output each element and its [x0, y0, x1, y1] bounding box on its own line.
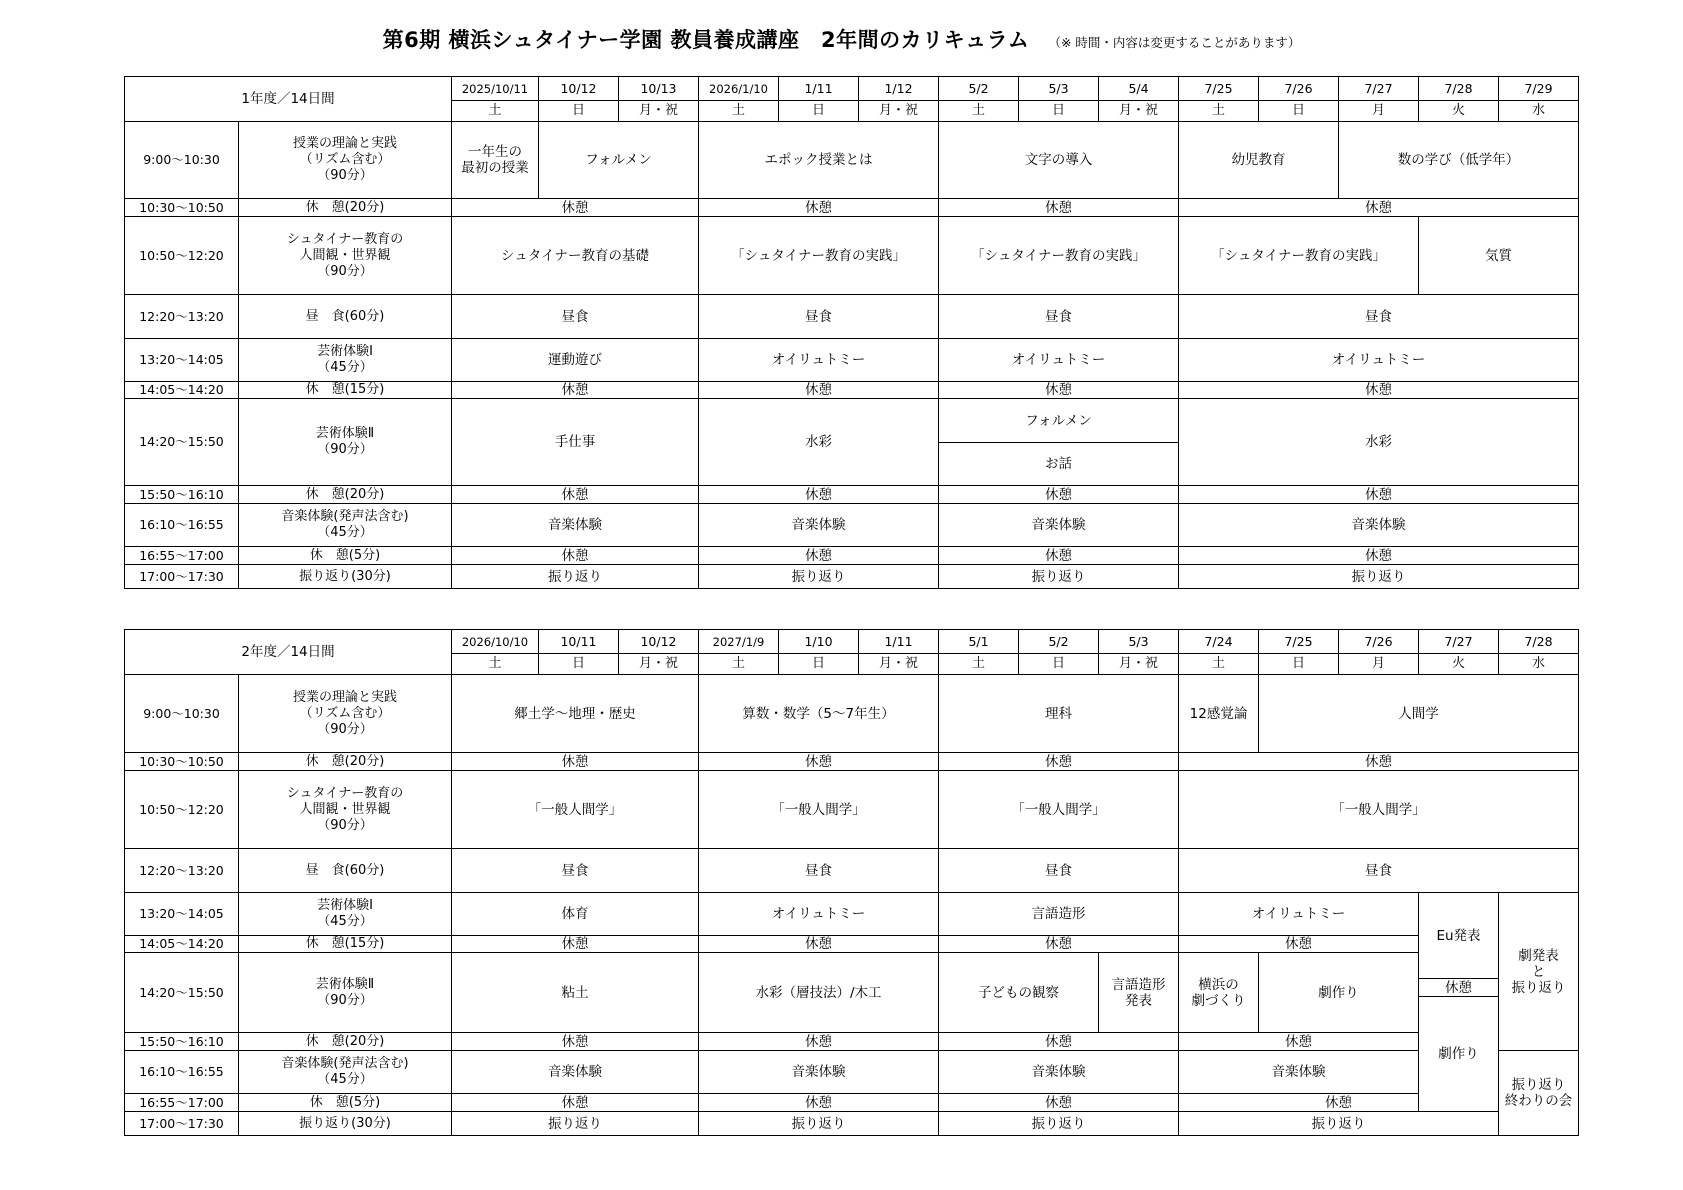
break-cell: 休憩 — [1179, 1033, 1419, 1051]
schedule-row — [125, 753, 1579, 771]
schedule-row — [125, 382, 1579, 399]
break-cell: 休憩 — [699, 486, 939, 504]
date-cell: 5/2 — [1019, 630, 1099, 654]
weekday-cell: 土 — [452, 654, 539, 675]
time-cell: 9:00～10:30 — [125, 122, 239, 199]
time-cell: 12:20～13:20 — [125, 849, 239, 893]
break-cell: 休憩 — [1179, 753, 1579, 771]
session-cell: 数の学び（低学年） — [1339, 122, 1579, 199]
time-cell: 10:50～12:20 — [125, 771, 239, 849]
weekday-cell: 水 — [1499, 101, 1579, 122]
weekday-cell: 日 — [1259, 101, 1339, 122]
time-cell: 10:30～10:50 — [125, 199, 239, 217]
page-title-note: （※ 時間・内容は変更することがあります） — [1048, 35, 1301, 50]
session-cell: 言語造形 — [939, 893, 1179, 936]
date-cell: 10/12 — [539, 77, 619, 101]
lunch-cell: 昼食 — [452, 849, 699, 893]
date-cell: 7/29 — [1499, 77, 1579, 101]
schedule-row — [125, 1094, 1579, 1112]
time-cell: 16:10～16:55 — [125, 1051, 239, 1094]
break-cell: 休憩 — [699, 1094, 939, 1112]
page-title-row — [0, 24, 1683, 54]
session-cell: 算数・数学（5～7年生） — [699, 675, 939, 753]
break-cell: 休憩 — [1179, 936, 1419, 953]
break-cell: 休憩 — [939, 547, 1179, 565]
year1-curriculum-table — [124, 76, 1579, 589]
weekday-cell: 月 — [1339, 101, 1419, 122]
break-cell: 休憩 — [1179, 199, 1579, 217]
weekday-cell: 土 — [939, 654, 1019, 675]
session-label: 芸術体験Ⅱ （90分） — [239, 953, 452, 1033]
date-cell: 2025/10/11 — [452, 77, 539, 101]
session-label: 昼 食(60分) — [239, 849, 452, 893]
date-row — [125, 630, 1579, 654]
time-cell: 16:55～17:00 — [125, 1094, 239, 1112]
music-cell: 音楽体験 — [699, 504, 939, 547]
break-cell: 休憩 — [1179, 486, 1579, 504]
session-label: 芸術体験Ⅰ （45分） — [239, 339, 452, 382]
date-cell: 7/27 — [1419, 630, 1499, 654]
time-cell: 9:00～10:30 — [125, 675, 239, 753]
reflection-cell: 振り返り — [939, 1112, 1179, 1136]
time-cell: 14:05～14:20 — [125, 382, 239, 399]
schedule-row — [125, 1112, 1579, 1136]
session-cell: フォルメン — [939, 399, 1179, 443]
schedule-row — [125, 893, 1579, 936]
weekday-cell: 土 — [939, 101, 1019, 122]
reflection-cell: 振り返り — [452, 1112, 699, 1136]
drama-making-cell: 劇作り — [1419, 997, 1499, 1112]
session-cell: 文字の導入 — [939, 122, 1179, 199]
session-label: 振り返り(30分) — [239, 565, 452, 589]
weekday-cell: 月・祝 — [859, 101, 939, 122]
time-cell: 17:00～17:30 — [125, 565, 239, 589]
weekday-cell: 火 — [1419, 101, 1499, 122]
time-cell: 16:55～17:00 — [125, 547, 239, 565]
session-label: 振り返り(30分) — [239, 1112, 452, 1136]
time-cell: 14:20～15:50 — [125, 399, 239, 486]
weekday-cell: 土 — [1179, 101, 1259, 122]
session-cell: 言語造形 発表 — [1099, 953, 1179, 1033]
break-cell: 休憩 — [1179, 382, 1579, 399]
date-cell: 1/12 — [859, 77, 939, 101]
weekday-cell: 月・祝 — [1099, 654, 1179, 675]
session-label: 授業の理論と実践 （リズム含む） （90分） — [239, 122, 452, 199]
reflection-cell: 振り返り — [1179, 565, 1579, 589]
music-cell: 音楽体験 — [939, 1051, 1179, 1094]
session-cell: 人間学 — [1259, 675, 1579, 753]
session-cell: 運動遊び — [452, 339, 699, 382]
date-cell: 7/26 — [1259, 77, 1339, 101]
weekday-cell: 月 — [1339, 654, 1419, 675]
weekday-cell: 日 — [779, 654, 859, 675]
music-cell: 音楽体験 — [1179, 1051, 1419, 1094]
session-label: 休 憩(20分) — [239, 199, 452, 217]
session-cell: 「一般人間学」 — [452, 771, 699, 849]
session-cell: 「一般人間学」 — [699, 771, 939, 849]
weekday-cell: 日 — [1019, 101, 1099, 122]
session-cell: 「シュタイナー教育の実践」 — [699, 217, 939, 295]
date-cell: 5/4 — [1099, 77, 1179, 101]
schedule-row — [125, 849, 1579, 893]
time-cell: 12:20～13:20 — [125, 295, 239, 339]
session-cell: お話 — [939, 443, 1179, 486]
session-label: シュタイナー教育の 人間観・世界観 （90分） — [239, 771, 452, 849]
year2-curriculum-table — [124, 629, 1579, 1136]
time-cell: 14:20～15:50 — [125, 953, 239, 1033]
session-cell: 一年生の 最初の授業 — [452, 122, 539, 199]
session-cell: 12感覚論 — [1179, 675, 1259, 753]
session-label: シュタイナー教育の 人間観・世界観 （90分） — [239, 217, 452, 295]
weekday-cell: 土 — [699, 101, 779, 122]
lunch-cell: 昼食 — [939, 295, 1179, 339]
session-label: 休 憩(20分) — [239, 753, 452, 771]
schedule-row — [125, 1051, 1579, 1094]
session-cell: オイリュトミー — [1179, 339, 1579, 382]
schedule-row — [125, 771, 1579, 849]
schedule-row — [125, 217, 1579, 295]
date-cell: 7/25 — [1179, 77, 1259, 101]
session-label: 休 憩(15分) — [239, 936, 452, 953]
session-cell: 粘土 — [452, 953, 699, 1033]
session-cell: 水彩 — [1179, 399, 1579, 486]
session-cell: オイリュトミー — [699, 893, 939, 936]
schedule-row — [125, 547, 1579, 565]
break-cell: 休憩 — [699, 199, 939, 217]
music-cell: 音楽体験 — [452, 1051, 699, 1094]
date-cell: 5/3 — [1019, 77, 1099, 101]
session-cell: シュタイナー教育の基礎 — [452, 217, 699, 295]
schedule-row — [125, 1033, 1579, 1051]
schedule-row — [125, 339, 1579, 382]
time-cell: 17:00～17:30 — [125, 1112, 239, 1136]
date-cell: 5/3 — [1099, 630, 1179, 654]
schedule-row — [125, 199, 1579, 217]
session-label: 休 憩(20分) — [239, 486, 452, 504]
break-cell: 休憩 — [452, 547, 699, 565]
time-cell: 13:20～14:05 — [125, 893, 239, 936]
music-cell: 音楽体験 — [939, 504, 1179, 547]
weekday-cell: 月・祝 — [859, 654, 939, 675]
session-cell: 水彩（層技法）/木工 — [699, 953, 939, 1033]
session-label: 昼 食(60分) — [239, 295, 452, 339]
weekday-cell: 日 — [539, 101, 619, 122]
session-label: 休 憩(15分) — [239, 382, 452, 399]
session-cell: 「一般人間学」 — [1179, 771, 1579, 849]
break-cell: 休憩 — [699, 1033, 939, 1051]
session-cell: オイリュトミー — [939, 339, 1179, 382]
time-cell: 16:10～16:55 — [125, 504, 239, 547]
session-cell: オイリュトミー — [699, 339, 939, 382]
music-cell: 音楽体験 — [699, 1051, 939, 1094]
weekday-cell: 月・祝 — [619, 101, 699, 122]
eu-presentation-cell: Eu発表 — [1419, 893, 1499, 979]
date-cell: 2026/1/10 — [699, 77, 779, 101]
session-cell: 幼児教育 — [1179, 122, 1339, 199]
date-cell: 7/28 — [1499, 630, 1579, 654]
session-cell: 理科 — [939, 675, 1179, 753]
break-cell: 休憩 — [939, 1033, 1179, 1051]
year-header: 2年度／14日間 — [125, 630, 452, 675]
lunch-cell: 昼食 — [452, 295, 699, 339]
break-cell: 休憩 — [699, 753, 939, 771]
weekday-cell: 水 — [1499, 654, 1579, 675]
session-cell: オイリュトミー — [1179, 893, 1419, 936]
break-cell: 休憩 — [1179, 547, 1579, 565]
page-title: 第6期 横浜シュタイナー学園 教員養成講座 2年間のカリキュラム — [382, 28, 1030, 52]
session-cell: 「シュタイナー教育の実践」 — [939, 217, 1179, 295]
schedule-row — [125, 504, 1579, 547]
time-cell: 10:50～12:20 — [125, 217, 239, 295]
session-cell: 体育 — [452, 893, 699, 936]
session-cell: 劇作り — [1259, 953, 1419, 1033]
session-cell: エポック授業とは — [699, 122, 939, 199]
session-label: 休 憩(20分) — [239, 1033, 452, 1051]
break-cell: 休憩 — [452, 199, 699, 217]
break-cell: 休憩 — [699, 382, 939, 399]
break-cell: 休憩 — [452, 1033, 699, 1051]
session-cell: 手仕事 — [452, 399, 699, 486]
schedule-row — [125, 122, 1579, 199]
date-cell: 7/24 — [1179, 630, 1259, 654]
session-label: 芸術体験Ⅱ （90分） — [239, 399, 452, 486]
break-cell: 休憩 — [1179, 1094, 1499, 1112]
session-cell: 子どもの観察 — [939, 953, 1099, 1033]
session-cell: 「一般人間学」 — [939, 771, 1179, 849]
session-label: 音楽体験(発声法含む) （45分） — [239, 504, 452, 547]
break-cell: 休憩 — [939, 1094, 1179, 1112]
time-cell: 15:50～16:10 — [125, 486, 239, 504]
music-cell: 音楽体験 — [1179, 504, 1579, 547]
weekday-cell: 日 — [539, 654, 619, 675]
lunch-cell: 昼食 — [1179, 849, 1579, 893]
session-cell: フォルメン — [539, 122, 699, 199]
break-cell: 休憩 — [452, 936, 699, 953]
session-cell: 気質 — [1419, 217, 1579, 295]
year-header: 1年度／14日間 — [125, 77, 452, 122]
break-cell: 休憩 — [452, 1094, 699, 1112]
time-cell: 14:05～14:20 — [125, 936, 239, 953]
reflection-cell: 振り返り — [939, 565, 1179, 589]
break-cell: 休憩 — [1419, 979, 1499, 997]
weekday-cell: 火 — [1419, 654, 1499, 675]
break-cell: 休憩 — [699, 547, 939, 565]
date-row — [125, 77, 1579, 101]
session-label: 授業の理論と実践 （リズム含む） （90分） — [239, 675, 452, 753]
break-cell: 休憩 — [939, 382, 1179, 399]
schedule-row — [125, 565, 1579, 589]
schedule-row — [125, 486, 1579, 504]
weekday-cell: 月・祝 — [619, 654, 699, 675]
date-cell: 7/26 — [1339, 630, 1419, 654]
closing-cell: 振り返り 終わりの会 — [1499, 1051, 1579, 1136]
break-cell: 休憩 — [939, 936, 1179, 953]
time-cell: 15:50～16:10 — [125, 1033, 239, 1051]
schedule-row — [125, 936, 1579, 953]
session-cell: 水彩 — [699, 399, 939, 486]
reflection-cell: 振り返り — [699, 1112, 939, 1136]
reflection-cell: 振り返り — [699, 565, 939, 589]
date-cell: 2026/10/10 — [452, 630, 539, 654]
date-cell: 10/11 — [539, 630, 619, 654]
session-cell: 横浜の 劇づくり — [1179, 953, 1259, 1033]
date-cell: 5/2 — [939, 77, 1019, 101]
schedule-row — [125, 675, 1579, 753]
break-cell: 休憩 — [452, 486, 699, 504]
date-cell: 10/13 — [619, 77, 699, 101]
reflection-cell: 振り返り — [452, 565, 699, 589]
break-cell: 休憩 — [699, 936, 939, 953]
lunch-cell: 昼食 — [699, 295, 939, 339]
break-cell: 休憩 — [939, 753, 1179, 771]
date-cell: 7/25 — [1259, 630, 1339, 654]
time-cell: 13:20～14:05 — [125, 339, 239, 382]
session-label: 休 憩(5分) — [239, 1094, 452, 1112]
lunch-cell: 昼食 — [939, 849, 1179, 893]
date-cell: 10/12 — [619, 630, 699, 654]
schedule-row — [125, 295, 1579, 339]
date-cell: 1/11 — [859, 630, 939, 654]
weekday-cell: 土 — [452, 101, 539, 122]
time-cell: 10:30～10:50 — [125, 753, 239, 771]
weekday-cell: 日 — [779, 101, 859, 122]
session-label: 休 憩(5分) — [239, 547, 452, 565]
reflection-cell: 振り返り — [1179, 1112, 1499, 1136]
session-label: 芸術体験Ⅰ （45分） — [239, 893, 452, 936]
break-cell: 休憩 — [939, 486, 1179, 504]
music-cell: 音楽体験 — [452, 504, 699, 547]
date-cell: 1/10 — [779, 630, 859, 654]
session-cell: 郷土学～地理・歴史 — [452, 675, 699, 753]
lunch-cell: 昼食 — [1179, 295, 1579, 339]
lunch-cell: 昼食 — [699, 849, 939, 893]
date-cell: 2027/1/9 — [699, 630, 779, 654]
weekday-cell: 土 — [1179, 654, 1259, 675]
date-cell: 5/1 — [939, 630, 1019, 654]
session-label: 音楽体験(発声法含む) （45分） — [239, 1051, 452, 1094]
weekday-cell: 月・祝 — [1099, 101, 1179, 122]
drama-presentation-cell: 劇発表 と 振り返り — [1499, 893, 1579, 1051]
break-cell: 休憩 — [939, 199, 1179, 217]
session-cell: 「シュタイナー教育の実践」 — [1179, 217, 1419, 295]
date-cell: 7/28 — [1419, 77, 1499, 101]
weekday-cell: 土 — [699, 654, 779, 675]
break-cell: 休憩 — [452, 753, 699, 771]
weekday-cell: 日 — [1259, 654, 1339, 675]
schedule-row — [125, 953, 1579, 979]
schedule-row — [125, 399, 1579, 443]
weekday-cell: 日 — [1019, 654, 1099, 675]
break-cell: 休憩 — [452, 382, 699, 399]
date-cell: 7/27 — [1339, 77, 1419, 101]
date-cell: 1/11 — [779, 77, 859, 101]
